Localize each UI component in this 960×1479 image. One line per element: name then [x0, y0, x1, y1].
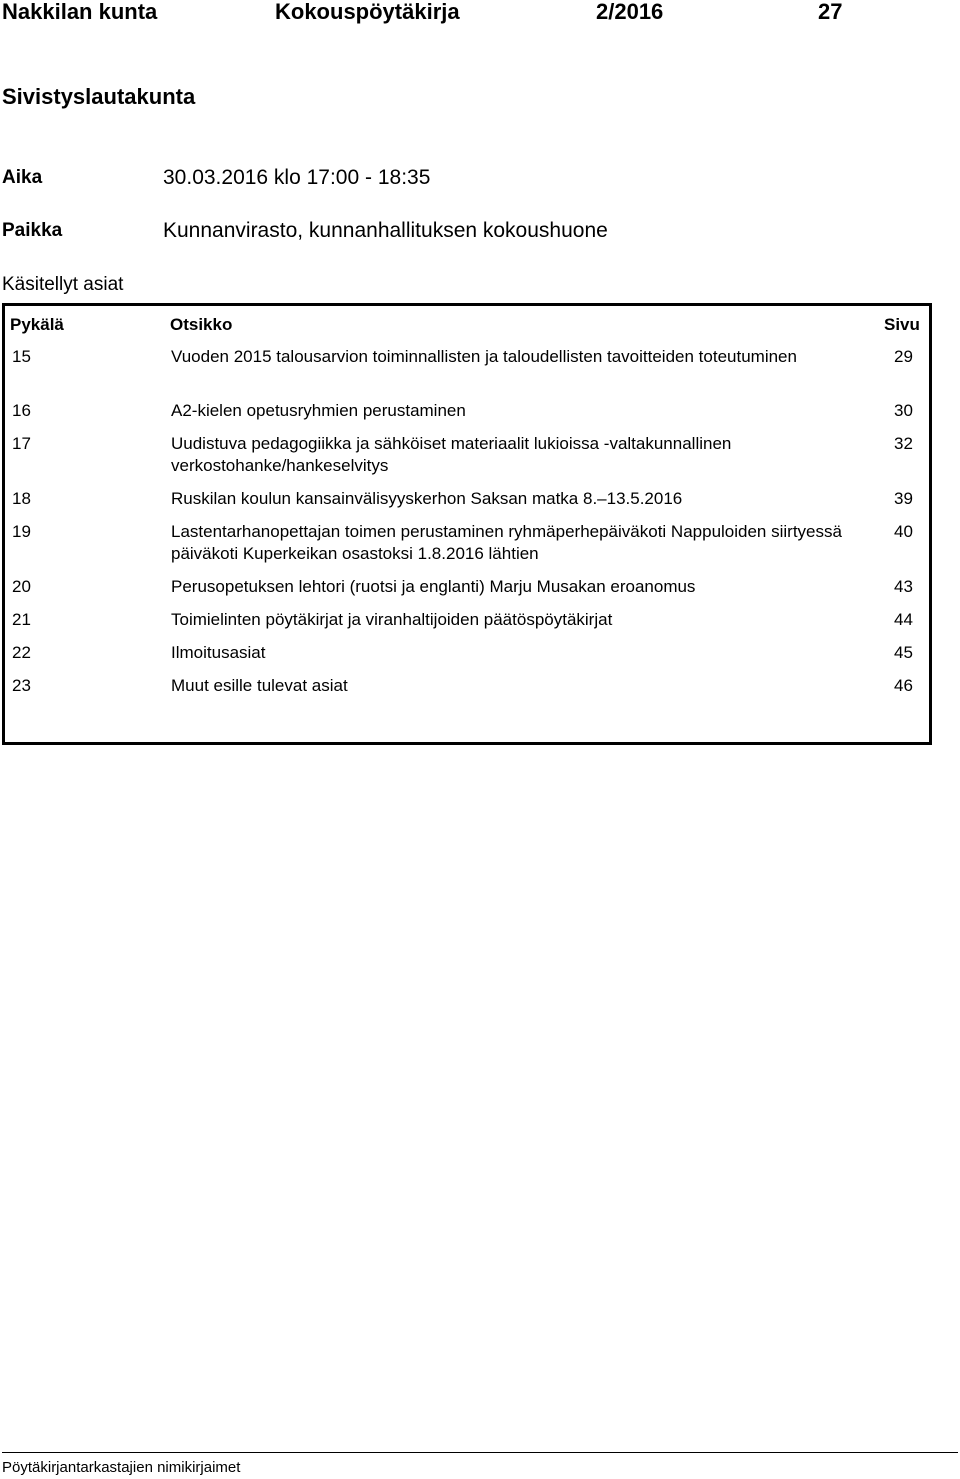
agenda-row-number: 19 — [12, 522, 31, 541]
place-value: Kunnanvirasto, kunnanhallituksen kokoushuone — [163, 219, 608, 242]
agenda-row-number: 15 — [12, 347, 31, 366]
agenda-row-number: 18 — [12, 489, 31, 508]
organization-name: Nakkilan kunta — [2, 0, 158, 24]
page-number: 27 — [818, 0, 843, 24]
agenda-row-page: 32 — [894, 434, 913, 453]
document-type: Kokouspöytäkirja — [275, 0, 460, 24]
signature-label: Pöytäkirjantarkastajien nimikirjaimet — [2, 1459, 241, 1476]
time-label: Aika — [2, 167, 43, 188]
agenda-row-page: 39 — [894, 489, 913, 508]
agenda-row-page: 44 — [894, 610, 913, 629]
agenda-row-number: 22 — [12, 643, 31, 662]
column-header-number: Pykälä — [10, 315, 64, 334]
agenda-row-number: 20 — [12, 577, 31, 596]
agenda-row-title: Vuoden 2015 talousarvion toiminnallisten ja taloudellisten tavoitteiden toteutuminen — [171, 347, 797, 366]
footer-divider — [2, 1452, 958, 1453]
agenda-row-page: 30 — [894, 401, 913, 420]
place-label: Paikka — [2, 220, 63, 241]
agenda-row-page: 29 — [894, 347, 913, 366]
agenda-row-number: 21 — [12, 610, 31, 629]
agenda-row-title: Toimielinten pöytäkirjat ja viranhaltijoiden päätöspöytäkirjat — [171, 610, 613, 629]
agenda-row-title: A2-kielen opetusryhmien perustaminen — [171, 401, 466, 420]
agenda-row-title: Lastentarhanopettajan toimen perustaminen ryhmäperhepäiväkoti Nappuloiden siirtyessä päiväkoti Kuperkeikan osastoksi 1.8.2016 lähtien — [171, 522, 842, 563]
time-value: 30.03.2016 klo 17:00 - 18:35 — [163, 166, 431, 189]
agenda-row-title: Perusopetuksen lehtori (ruotsi ja englanti) Marju Musakan eroanomus — [171, 577, 696, 596]
agenda-row-page: 40 — [894, 522, 913, 541]
column-header-title: Otsikko — [170, 315, 233, 334]
agenda-row-title: Muut esille tulevat asiat — [171, 676, 348, 695]
committee-name: Sivistyslautakunta — [2, 84, 196, 109]
agenda-row-title: Uudistuva pedagogiikka ja sähköiset materiaalit lukioissa -valtakunnallinen verkostohanke/hankeselvitys — [171, 434, 732, 475]
handled-items-title: Käsitellyt asiat — [2, 274, 124, 295]
agenda-row-number: 17 — [12, 434, 31, 453]
agenda-row-page: 43 — [894, 577, 913, 596]
agenda-row-title: Ruskilan koulun kansainvälisyyskerhon Saksan matka 8.–13.5.2016 — [171, 489, 683, 508]
agenda-row-page: 45 — [894, 643, 913, 662]
agenda-row-number: 23 — [12, 676, 31, 695]
meeting-number: 2/2016 — [596, 0, 664, 24]
agenda-row-title: Ilmoitusasiat — [171, 643, 266, 662]
agenda-row-page: 46 — [894, 676, 913, 695]
agenda-row-number: 16 — [12, 401, 31, 420]
column-header-page: Sivu — [884, 315, 920, 334]
